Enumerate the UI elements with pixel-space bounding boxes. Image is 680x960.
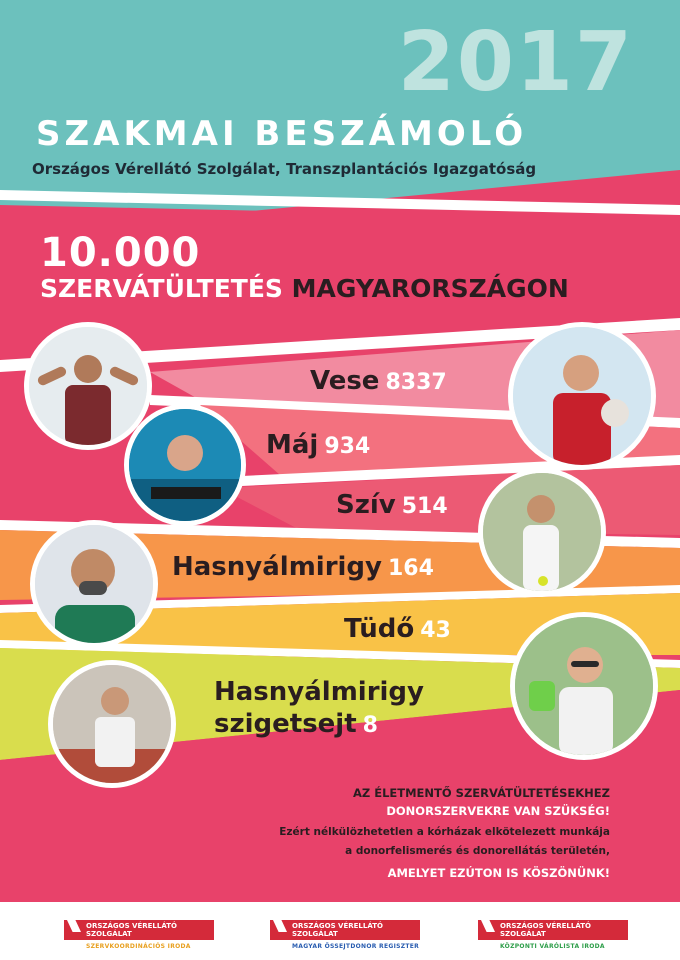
stat-label: Máj — [266, 430, 319, 460]
stat-vese — [310, 366, 447, 396]
stat-label: Vese — [310, 366, 380, 396]
stat-sziv — [336, 490, 448, 520]
message-line1: AZ ÉLETMENTŐ SZERVÁTÜLTETÉSEKHEZ — [352, 786, 610, 800]
stat-value: 8337 — [385, 370, 447, 395]
logo-ossejtdonor — [270, 920, 420, 950]
ovsz-logo-icon — [481, 920, 495, 932]
footer — [0, 902, 680, 960]
photo-swimmer — [124, 404, 246, 526]
logo-name: ORSZÁGOS VÉRELLÁTÓ SZOLGÁLAT — [292, 922, 383, 938]
photo-tennis-woman — [478, 468, 606, 596]
headline — [40, 274, 569, 303]
stat-maj — [266, 430, 370, 460]
ovsz-logo-icon — [273, 920, 287, 932]
stat-value: 8 — [362, 713, 378, 738]
photo-young-man — [48, 660, 176, 788]
subtitle: Országos Vérellátó Szolgálat, Transzplantációs Igazgatóság — [32, 160, 537, 178]
year: 2017 — [397, 15, 634, 110]
photo-girl-glasses — [510, 612, 658, 760]
logo-name: ORSZÁGOS VÉRELLÁTÓ SZOLGÁLAT — [500, 922, 591, 938]
photo-runner — [508, 322, 656, 470]
stat-label-line2: szigetsejt — [214, 709, 357, 739]
logo-sub: SZERVKOORDINÁCIÓS IRODA — [86, 943, 191, 950]
message-line3: Ezért nélkülözhetetlen a kórházak elkötelezett munkája — [279, 826, 610, 838]
stat-tudo — [344, 614, 451, 644]
stat-szigetsejt — [214, 676, 424, 742]
stat-value: 514 — [401, 494, 448, 519]
photo-bearded-man — [30, 520, 158, 648]
stat-value: 43 — [420, 618, 451, 643]
stat-value: 934 — [324, 434, 371, 459]
stat-label: Hasnyálmirigy — [172, 552, 382, 582]
message-line2: DONORSZERVEKRE VAN SZÜKSÉG! — [386, 804, 610, 818]
ovsz-logo-icon — [67, 920, 81, 932]
stat-value: 164 — [388, 556, 434, 581]
logo-sub: MAGYAR ŐSSEJTDONOR REGISZTER — [292, 943, 420, 950]
stat-hasnyalmirigy — [172, 552, 434, 582]
stat-label: Szív — [336, 490, 396, 520]
page-title: SZAKMAI BESZÁMOLÓ — [36, 114, 528, 154]
stat-label: Tüdő — [344, 614, 415, 644]
logo-name: ORSZÁGOS VÉRELLÁTÓ SZOLGÁLAT — [86, 922, 177, 938]
logo-sub: KÖZPONTI VÁRÓLISTA IRODA — [500, 943, 605, 950]
stat-label-line1: Hasnyálmirigy — [214, 677, 424, 707]
headline-part1: SZERVÁTÜLTETÉS — [40, 274, 283, 303]
headline-number: 10.000 — [40, 230, 201, 276]
photo-man-cheering — [24, 322, 152, 450]
message-line5: AMELYET EZÚTON IS KÖSZÖNÜNK! — [387, 866, 610, 880]
headline-part2: MAGYARORSZÁGON — [291, 274, 569, 303]
message-line4: a donorfelismerés és donorellátás területén, — [345, 845, 610, 857]
logo-varolista — [478, 920, 628, 950]
logo-szervkoordinacios — [64, 920, 214, 950]
